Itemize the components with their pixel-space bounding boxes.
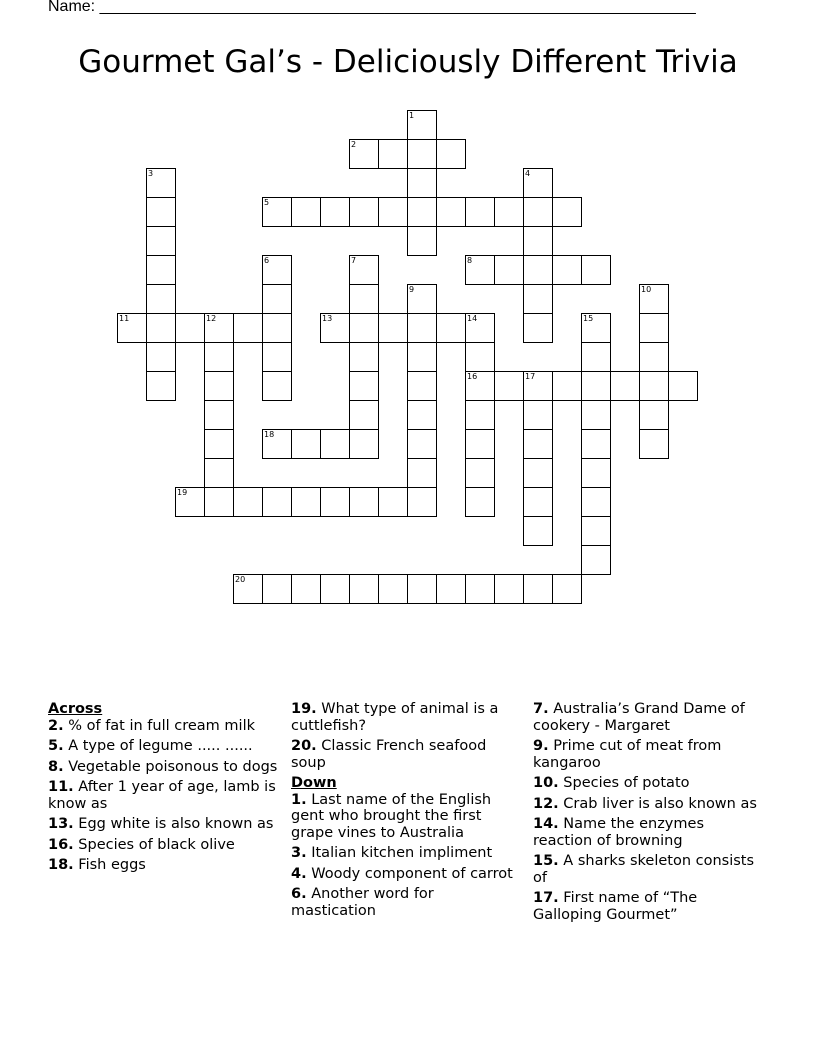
crossword-cell[interactable] <box>523 226 553 256</box>
crossword-cell[interactable] <box>320 487 350 517</box>
clue-item <box>291 845 523 862</box>
clue-text: Another word for mastication <box>291 886 434 919</box>
crossword-cell[interactable] <box>175 313 205 343</box>
crossword-cell[interactable] <box>262 313 292 343</box>
clue-text: A type of legume ..... ...... <box>68 738 253 754</box>
crossword-cell[interactable] <box>349 574 379 604</box>
crossword-cell[interactable] <box>639 429 669 459</box>
crossword-cell[interactable] <box>349 313 379 343</box>
crossword-cell[interactable] <box>523 516 553 546</box>
crossword-cell[interactable] <box>262 197 292 227</box>
clue-number: 1. <box>291 791 307 808</box>
crossword-cell[interactable] <box>262 284 292 314</box>
clue-item <box>48 718 280 735</box>
crossword-cell[interactable] <box>465 400 495 430</box>
crossword-cell[interactable] <box>349 255 379 285</box>
crossword-cell[interactable] <box>407 226 437 256</box>
crossword-cell[interactable] <box>465 429 495 459</box>
crossword-cell[interactable] <box>262 371 292 401</box>
clue-item <box>533 890 765 923</box>
clue-number: 4. <box>291 865 307 882</box>
cell-number: 1 <box>409 111 415 120</box>
crossword-cell[interactable] <box>552 574 582 604</box>
crossword-cell[interactable] <box>349 400 379 430</box>
crossword-cell[interactable] <box>349 342 379 372</box>
cell-number: 9 <box>409 285 415 294</box>
clue-number: 18. <box>48 857 74 873</box>
crossword-cell[interactable] <box>407 342 437 372</box>
crossword-cell[interactable] <box>581 487 611 517</box>
clue-item <box>533 738 765 771</box>
crossword-cell[interactable] <box>146 371 176 401</box>
crossword-cell[interactable] <box>204 487 234 517</box>
crossword-cell[interactable] <box>378 487 408 517</box>
crossword-cell[interactable] <box>378 574 408 604</box>
crossword-cell[interactable] <box>407 574 437 604</box>
crossword-cell[interactable] <box>291 487 321 517</box>
crossword-cell[interactable] <box>494 371 524 401</box>
crossword-cell[interactable] <box>262 429 292 459</box>
crossword-cell[interactable] <box>523 197 553 227</box>
clue-text: First name of “The Galloping Gourmet” <box>533 890 698 923</box>
crossword-cell[interactable] <box>407 197 437 227</box>
clue-item <box>48 857 280 874</box>
crossword-cell[interactable] <box>291 429 321 459</box>
cell-number: 19 <box>177 488 188 497</box>
crossword-cell[interactable] <box>581 400 611 430</box>
clue-text: Egg white is also known as <box>78 816 274 832</box>
crossword-cell[interactable] <box>204 313 234 343</box>
clue-text: Crab liver is also known as <box>563 795 757 812</box>
clue-number: 15. <box>533 853 559 869</box>
crossword-cell[interactable] <box>465 371 495 401</box>
clue-heading-across: Across <box>48 701 103 717</box>
clue-text: % of fat in full cream milk <box>68 717 255 734</box>
clue-text: Classic French seafood soup <box>291 738 487 771</box>
clue-number: 9. <box>533 738 549 754</box>
clue-number: 8. <box>48 758 64 775</box>
cell-number: 4 <box>525 169 531 178</box>
cell-number: 3 <box>148 169 154 178</box>
clue-number: 2. <box>48 717 64 734</box>
crossword-cell[interactable] <box>523 487 553 517</box>
crossword-cell[interactable] <box>581 458 611 488</box>
crossword-cell[interactable] <box>610 371 640 401</box>
crossword-cell[interactable] <box>378 139 408 169</box>
crossword-cell[interactable] <box>436 139 466 169</box>
clue-item <box>533 796 765 813</box>
cell-number: 10 <box>641 285 652 294</box>
crossword-cell[interactable] <box>349 197 379 227</box>
clue-text: Species of potato <box>563 775 690 791</box>
clue-number: 20. <box>291 738 317 754</box>
clue-item <box>533 816 765 849</box>
crossword-cell[interactable] <box>523 255 553 285</box>
crossword-cell[interactable] <box>146 255 176 285</box>
crossword-cell[interactable] <box>465 255 495 285</box>
crossword-cell[interactable] <box>465 342 495 372</box>
crossword-cell[interactable] <box>465 487 495 517</box>
crossword-cell[interactable] <box>407 313 437 343</box>
crossword-cell[interactable] <box>581 371 611 401</box>
crossword-cell[interactable] <box>639 313 669 343</box>
crossword-cell[interactable] <box>523 313 553 343</box>
crossword-cell[interactable] <box>320 313 350 343</box>
crossword-cell[interactable] <box>378 197 408 227</box>
clue-text: Fish eggs <box>78 857 146 873</box>
cell-number: 2 <box>351 140 357 149</box>
crossword-cell[interactable] <box>581 313 611 343</box>
crossword-cell[interactable] <box>465 574 495 604</box>
clue-number: 13. <box>48 816 74 832</box>
crossword-cell[interactable] <box>407 139 437 169</box>
crossword-cell[interactable] <box>233 313 263 343</box>
clue-number: 19. <box>291 701 317 717</box>
clues-column-2 <box>291 701 523 923</box>
crossword-cell[interactable] <box>262 574 292 604</box>
crossword-cell[interactable] <box>233 574 263 604</box>
clue-text: Species of black olive <box>78 836 235 853</box>
crossword-cell[interactable] <box>320 574 350 604</box>
crossword-cell[interactable] <box>146 197 176 227</box>
crossword-cell[interactable] <box>523 284 553 314</box>
crossword-cell[interactable] <box>436 197 466 227</box>
crossword-cell[interactable] <box>291 574 321 604</box>
crossword-cell[interactable] <box>407 110 437 140</box>
clue-text: After 1 year of age, lamb is know as <box>48 779 276 812</box>
crossword-cell[interactable] <box>523 429 553 459</box>
crossword-cell[interactable] <box>146 342 176 372</box>
clue-text: What type of animal is a cuttlefish? <box>291 701 499 734</box>
crossword-cell[interactable] <box>117 313 147 343</box>
cell-number: 16 <box>467 372 478 381</box>
cell-number: 13 <box>322 314 333 323</box>
crossword-cell[interactable] <box>407 487 437 517</box>
crossword-cell[interactable] <box>349 139 379 169</box>
clue-text: Name the enzymes reaction of browning <box>533 816 704 849</box>
crossword-cell[interactable] <box>523 371 553 401</box>
crossword-cell[interactable] <box>552 371 582 401</box>
crossword-cell[interactable] <box>146 313 176 343</box>
crossword-cell[interactable] <box>146 226 176 256</box>
cell-number: 6 <box>264 256 270 265</box>
crossword-cell[interactable] <box>581 429 611 459</box>
crossword-cell[interactable] <box>523 574 553 604</box>
crossword-cell[interactable] <box>494 197 524 227</box>
crossword-cell[interactable] <box>320 197 350 227</box>
crossword-cell[interactable] <box>204 458 234 488</box>
crossword-cell[interactable] <box>668 371 698 401</box>
cell-number: 15 <box>583 314 594 323</box>
crossword-cell[interactable] <box>146 168 176 198</box>
crossword-cell[interactable] <box>581 516 611 546</box>
crossword-cell[interactable] <box>639 371 669 401</box>
clue-item <box>533 701 765 734</box>
clue-text: Last name of the English gent who brought the first grape vines to Australia <box>291 791 492 841</box>
name-field[interactable]: Name: ___________________________________________________________________ <box>48 0 696 15</box>
crossword-cell[interactable] <box>204 342 234 372</box>
crossword-cell[interactable] <box>523 400 553 430</box>
page-title: Gourmet Gal’s - Deliciously Different Trivia <box>78 44 738 80</box>
crossword-cell[interactable] <box>175 487 205 517</box>
clue-number: 11. <box>48 779 74 795</box>
clue-item <box>291 792 523 842</box>
clue-number: 10. <box>533 775 559 791</box>
crossword-cell[interactable] <box>407 168 437 198</box>
clue-item <box>48 759 280 776</box>
crossword-cell[interactable] <box>262 342 292 372</box>
crossword-cell[interactable] <box>262 255 292 285</box>
crossword-cell[interactable] <box>581 255 611 285</box>
clue-text: Italian kitchen impliment <box>311 845 493 861</box>
crossword-cell[interactable] <box>320 429 350 459</box>
crossword-cell[interactable] <box>204 429 234 459</box>
clue-number: 12. <box>533 795 559 812</box>
crossword-cell[interactable] <box>552 255 582 285</box>
crossword-cell[interactable] <box>581 342 611 372</box>
crossword-cell[interactable] <box>407 458 437 488</box>
clue-text: Vegetable poisonous to dogs <box>68 758 278 775</box>
clues-column-1 <box>48 701 280 878</box>
crossword-cell[interactable] <box>581 545 611 575</box>
crossword-cell[interactable] <box>204 371 234 401</box>
crossword-cell[interactable] <box>552 197 582 227</box>
clue-item <box>48 837 280 854</box>
clue-item <box>291 886 523 919</box>
crossword-cell[interactable] <box>639 342 669 372</box>
crossword-cell[interactable] <box>465 313 495 343</box>
crossword-cell[interactable] <box>349 487 379 517</box>
crossword-cell[interactable] <box>407 429 437 459</box>
crossword-cell[interactable] <box>349 284 379 314</box>
cell-number: 8 <box>467 256 473 265</box>
clue-item <box>291 866 523 883</box>
crossword-cell[interactable] <box>349 371 379 401</box>
cell-number: 17 <box>525 372 536 381</box>
crossword-cell[interactable] <box>146 284 176 314</box>
cell-number: 7 <box>351 256 357 265</box>
crossword-cell[interactable] <box>494 255 524 285</box>
clue-text: Australia’s Grand Dame of cookery - Margaret <box>533 701 745 734</box>
crossword-cell[interactable] <box>204 400 234 430</box>
cell-number: 11 <box>119 314 130 323</box>
clue-item <box>533 853 765 886</box>
crossword-cell[interactable] <box>233 487 263 517</box>
clue-heading-down: Down <box>291 775 337 791</box>
clue-number: 14. <box>533 816 559 832</box>
crossword-cell[interactable] <box>494 574 524 604</box>
clue-number: 17. <box>533 890 559 906</box>
clue-text: Woody component of carrot <box>311 865 513 882</box>
crossword-cell[interactable] <box>436 574 466 604</box>
clue-number: 16. <box>48 836 74 853</box>
crossword-cell[interactable] <box>407 284 437 314</box>
crossword-cell[interactable] <box>407 400 437 430</box>
clue-number: 6. <box>291 886 307 902</box>
clue-text: Prime cut of meat from kangaroo <box>533 738 722 771</box>
clue-item <box>291 701 523 734</box>
crossword-cell[interactable] <box>436 313 466 343</box>
crossword-cell[interactable] <box>523 168 553 198</box>
crossword-cell[interactable] <box>639 284 669 314</box>
crossword-cell[interactable] <box>349 429 379 459</box>
crossword-cell[interactable] <box>262 487 292 517</box>
clues-column-3 <box>533 701 765 927</box>
crossword-cell[interactable] <box>407 371 437 401</box>
crossword-cell[interactable] <box>639 400 669 430</box>
crossword-cell[interactable] <box>378 313 408 343</box>
clue-item <box>291 738 523 771</box>
clue-item <box>48 779 280 812</box>
clue-number: 5. <box>48 738 64 754</box>
crossword-cell[interactable] <box>465 458 495 488</box>
clue-number: 3. <box>291 845 307 861</box>
clue-item <box>533 775 765 792</box>
cell-number: 14 <box>467 314 478 323</box>
crossword-cell[interactable] <box>465 197 495 227</box>
clue-item <box>48 738 280 755</box>
clue-text: A sharks skeleton consists of <box>533 853 755 886</box>
clue-number: 7. <box>533 701 549 717</box>
clue-item <box>48 816 280 833</box>
cell-number: 18 <box>264 430 275 439</box>
crossword-cell[interactable] <box>291 197 321 227</box>
crossword-cell[interactable] <box>523 458 553 488</box>
cell-number: 12 <box>206 314 217 323</box>
cell-number: 5 <box>264 198 270 207</box>
cell-number: 20 <box>235 575 246 584</box>
